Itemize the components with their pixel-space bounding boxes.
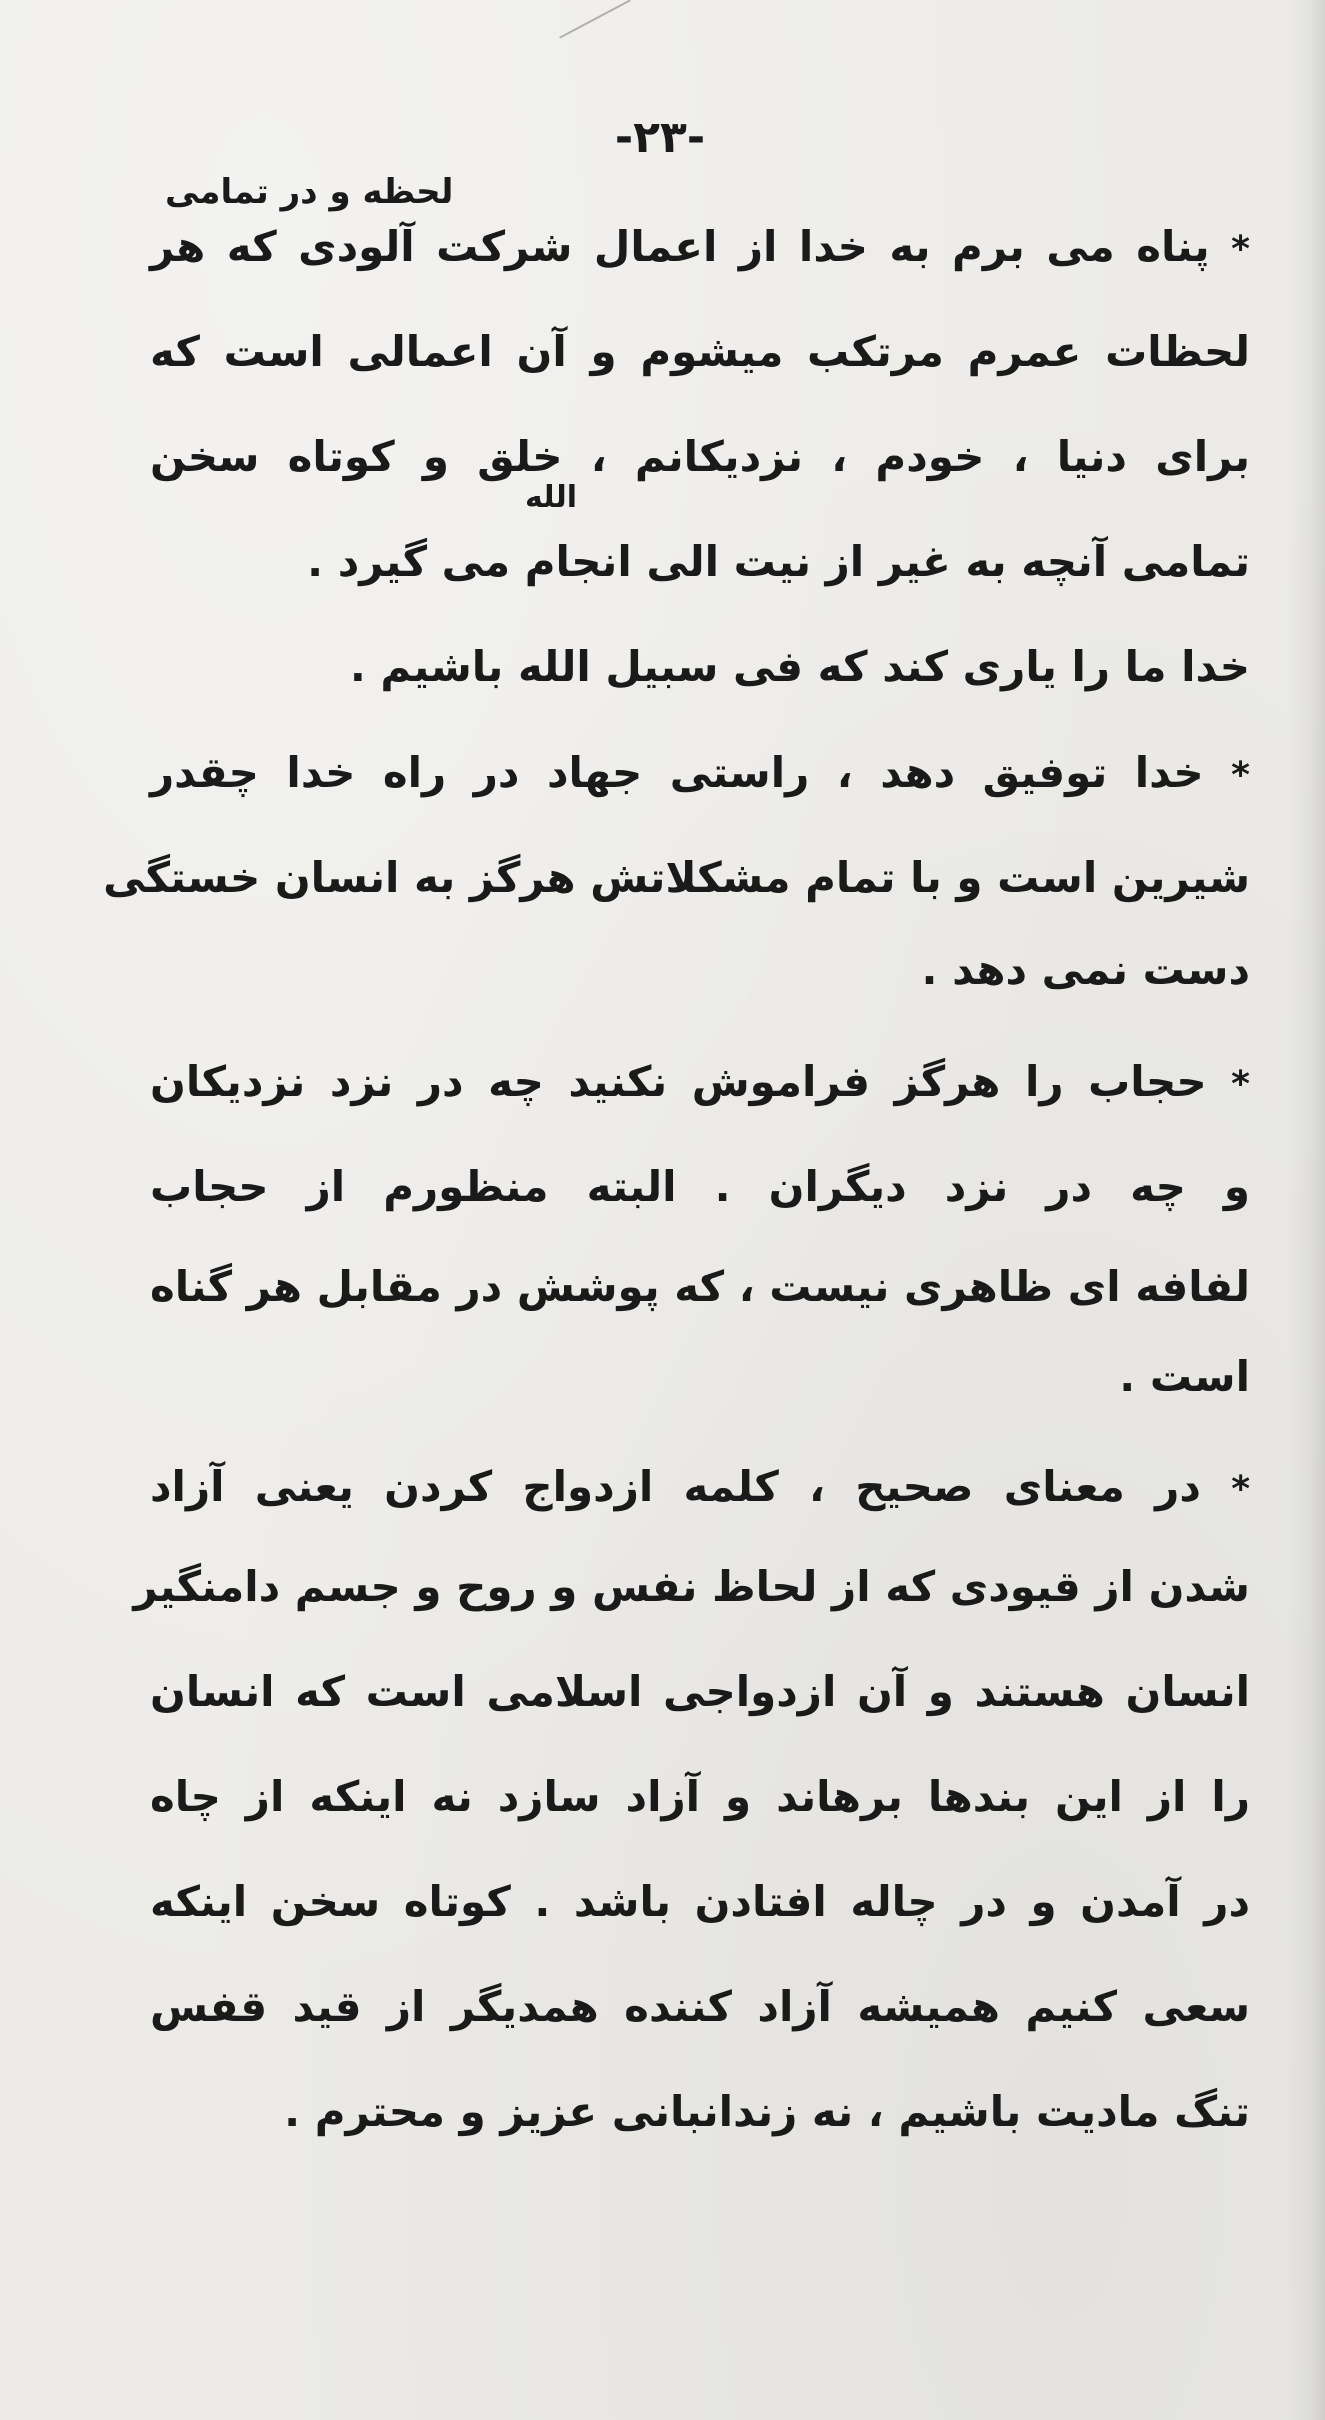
text-line [150, 1462, 1250, 1511]
interlinear-note: لحظه و در تمامی [165, 172, 454, 212]
bullet-icon: * [1231, 1469, 1251, 1510]
text-line: در آمدن و در چاله افتادن باشد . کوتاه سخن اینکه [150, 1877, 1250, 1926]
text-line: را از این بندها برهاند و آزاد سازد نه اینکه از چاه [150, 1772, 1250, 1821]
text-line: و چه در نزد دیگران . البته منظورم از حجاب [150, 1162, 1250, 1211]
text-line [150, 1057, 1250, 1106]
text-line: لفافه ای ظاهری نیست ، که پوشش در مقابل هر گناه [149, 1262, 1250, 1311]
bullet-icon: * [1231, 755, 1250, 796]
text-line: دست نمی دهد . [921, 945, 1250, 994]
line-text: خدا توفیق دهد ، راستی جهاد در راه خدا چقدر [150, 748, 1204, 797]
line-text: در معنای صحیح ، کلمه ازدواج کردن یعنی آزاد [150, 1462, 1201, 1511]
text-line: است . [1119, 1352, 1250, 1401]
line-text: پناه می برم به خدا از اعمال شرکت آلودی که هر [150, 222, 1210, 271]
text-line: سعی کنیم همیشه آزاد کننده همدیگر از قید قفس [150, 1982, 1250, 2031]
text-line: لحظات عمرم مرتکب میشوم و آن اعمالی است که [150, 327, 1250, 376]
bullet-icon: * [1231, 1064, 1250, 1105]
text-line: شیرین است و با تمام مشکلاتش هرگز به انسان خستگی [103, 853, 1250, 902]
text-line: انسان هستند و آن ازدواجی اسلامی است که انسان [150, 1667, 1250, 1716]
text-line [150, 748, 1250, 797]
text-line: تمامی آنچه به غیر از نیت الی انجام می گیرد . [307, 537, 1250, 586]
text-line [150, 222, 1250, 271]
text-line: خدا ما را یاری کند که فی سبیل الله باشیم . [349, 642, 1250, 691]
page-number: -۲۳- [614, 112, 706, 163]
text-line: برای دنیا ، خودم ، نزدیکانم ، خلق و کوتاه سخن [150, 432, 1250, 481]
text-line: تنگ مادیت باشیم ، نه زندانبانی عزیز و محترم . [284, 2087, 1250, 2136]
line-text: حجاب را هرگز فراموش نکنید چه در نزد نزدیکان [150, 1057, 1207, 1106]
bullet-icon: * [1231, 229, 1250, 270]
interlinear-note-allah: الله [525, 480, 577, 515]
text-line: شدن از قیودی که از لحاظ نفس و روح و جسم دامنگیر [133, 1562, 1250, 1611]
